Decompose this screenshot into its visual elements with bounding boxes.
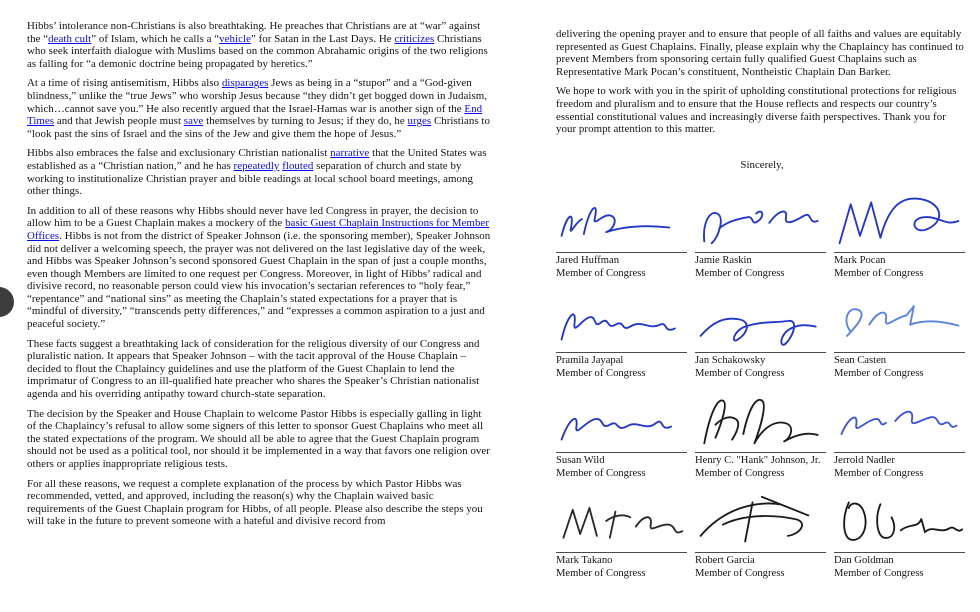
signature-block <box>695 180 826 280</box>
signature-grid <box>556 180 968 580</box>
signatory-name: Mark Pocan <box>834 254 886 266</box>
signatory-title: Member of Congress <box>556 367 646 379</box>
closing-salutation: Sincerely, <box>740 158 784 171</box>
signatory-title: Member of Congress <box>556 567 646 579</box>
text-run: At a time of rising antisemitism, Hibbs also <box>27 77 222 90</box>
signature-image <box>695 488 826 553</box>
text-run: Hibbs’ intolerance non-Christians is also breathtaking. He preaches that Christians are at “war” against the “ <box>27 20 481 45</box>
signatory-name: Jamie Raskin <box>695 254 752 266</box>
hyperlink[interactable]: repeatedly <box>233 159 280 172</box>
paragraph <box>27 77 491 140</box>
signature-image <box>695 288 826 353</box>
text-run: Christians to “look past the sins of Israel and the sins of the Jew and give them the hope of Jesus.” <box>27 115 490 140</box>
signature-block <box>834 480 965 580</box>
text-run: separation of church and state by working to institutionalize Christian prayer and bible readings at local school board meetings, among other things. <box>27 159 474 198</box>
paragraph <box>27 205 491 331</box>
hyperlink[interactable]: basic Guest Chaplain Instructions for Member Offices <box>27 217 489 242</box>
hyperlink[interactable]: urges <box>407 115 432 128</box>
signatory-name: Henry C. "Hank" Johnson, Jr. <box>695 454 821 466</box>
page-2-text <box>556 28 968 136</box>
text-run: These facts suggest a breathtaking lack of consideration for the religious diversity of our Congress and pluralistic nation. It appears that Speaker Johnson – with the tacit approval of the House Chaplain – decided to flout the Chaplaincy guidelines and use the platform of the Guest Chaplain to lend the imprimatur of Congress to an ill-qualified hate preacher who shares the Speaker’s Christian nationalist agenda and his overriding antipathy toward church-state separation. <box>27 337 480 401</box>
signature-block <box>556 480 687 580</box>
text-run: In addition to all of these reasons why Hibbs should never have led Congress in prayer, the decision to allow him to be a Guest Chaplain makes a mockery of the <box>27 204 479 230</box>
signatory-title: Member of Congress <box>834 267 924 279</box>
signatory-title: Member of Congress <box>834 567 924 579</box>
signature-image <box>556 388 687 453</box>
signatory-title: Member of Congress <box>834 367 924 379</box>
signature-image <box>834 288 965 353</box>
text-run: themselves by turning to Jesus; if they do, he <box>203 115 408 128</box>
signature-image <box>834 188 965 253</box>
signatory-name: Jerrold Nadler <box>834 454 895 466</box>
signatory-title: Member of Congress <box>695 367 785 379</box>
text-run: ” for Satan in the Last Days. He <box>250 32 395 45</box>
paragraph <box>27 147 491 197</box>
hyperlink[interactable]: vehicle <box>219 32 251 45</box>
hyperlink[interactable]: flouted <box>282 159 314 172</box>
hyperlink[interactable]: save <box>183 115 204 128</box>
signature-block <box>695 380 826 480</box>
paragraph <box>556 85 968 135</box>
text-run: . Hibbs is not from the district of Speaker Johnson (i.e. the sponsoring member), Speaker Johnson did not deliver a welcoming speech, the prayer was not delivered on the last legislative day of the week, and Hibbs was Speaker Johnson’s second sponsored Guest Chaplain in the span of just a couple months, even though Members are limited to one request per Congress. Moreover, in light of Hibbs’ radical and divisive record, no reasonable person could view his invocation’s sectarian references to “holy fear,” “repentance” and “national sins” as meeting the Chaplain’s stated expectations for a prayer that is “mindful of diversity,” “transcends petty differences,” and “expresses a common aspiration to a just and peaceful society.” <box>27 229 491 331</box>
signature-block <box>695 280 826 380</box>
signatory-title: Member of Congress <box>834 467 924 479</box>
text-run: Hibbs also embraces the false and exclusionary Christian nationalist <box>27 147 331 160</box>
text-run: delivering the opening prayer and to ensure that people of all faiths and values are equitably represented as Guest Chaplains. Finally, please explain why the Chaplaincy has continued to prevent Members from sponsoring certain fully qualified Guest Chaplains such as Representative Mark Pocan’s constituent, Nontheistic Chaplain Dan Barker. <box>556 28 964 78</box>
text-run: ” of Islam, which he calls a “ <box>91 32 220 45</box>
text-run: For all these reasons, we request a complete explanation of the process by which Pastor Hibbs was recommended, vetted, and approved, including the reason(s) why the Chaplain waived basic requirements of the Guest Chaplain program for Hibbs, of all people. Please also describe the steps you will take in the future to prevent someone with a hateful and divisive record from <box>27 477 483 528</box>
paragraph <box>27 20 491 70</box>
signature-image <box>834 488 965 553</box>
signatory-name: Sean Casten <box>834 354 887 366</box>
signatory-title: Member of Congress <box>695 567 785 579</box>
signature-image <box>556 488 687 553</box>
text-run: that the United States was established as a “Christian nation,” and he has <box>27 147 487 172</box>
letter-page-2 <box>556 28 968 580</box>
signatory-name: Dan Goldman <box>834 554 894 566</box>
hyperlink[interactable]: death cult <box>48 32 92 45</box>
signature-image <box>556 188 687 253</box>
paragraph <box>27 408 491 471</box>
signature-block <box>695 480 826 580</box>
signatory-name: Susan Wild <box>556 454 605 466</box>
signature-image <box>556 288 687 353</box>
signature-block <box>556 180 687 280</box>
hyperlink[interactable]: criticizes <box>394 32 435 45</box>
paragraph <box>556 28 968 78</box>
signatory-title: Member of Congress <box>556 467 646 479</box>
text-run: and that Jewish people must <box>54 115 184 128</box>
signatory-name: Jared Huffman <box>556 254 620 266</box>
signature-image <box>695 388 826 453</box>
signatory-title: Member of Congress <box>695 467 785 479</box>
signature-block <box>834 280 965 380</box>
signature-block <box>556 380 687 480</box>
signatory-title: Member of Congress <box>695 267 785 279</box>
signature-image <box>834 388 965 453</box>
signature-block <box>834 380 965 480</box>
signatory-name: Jan Schakowsky <box>695 354 766 366</box>
hyperlink[interactable]: narrative <box>330 147 370 160</box>
text-run: The decision by the Speaker and House Chaplain to welcome Pastor Hibbs is especially galling in light of the Chaplaincy’s refusal to allow some signers of this letter to sponsor Guest Chaplains who meet all the stated expectations of the program. We should all be able to agree that the Guest Chaplain program should not be used as a political tool, nor should it be implemented in a way that favors one religion over others or applies inappropriate religious tests. <box>27 407 490 470</box>
signatory-name: Pramila Jayapal <box>556 354 624 366</box>
paragraph <box>27 478 491 528</box>
hyperlink[interactable]: End Times <box>27 102 483 128</box>
signature-block <box>556 280 687 380</box>
signatory-title: Member of Congress <box>556 267 646 279</box>
signatory-name: Robert Garcia <box>695 554 755 566</box>
letter-page-1 <box>27 20 491 535</box>
text-run: Jews as being in a “stupor” and a “God-given blindness,” unlike the “true Jews” who worship Jesus because “they didn’t get bogged down in Judaism, which…cannot save you.” He also recently argued that the Israel-Hamas war is another sign of the <box>27 77 488 115</box>
signature-image <box>695 188 826 253</box>
text-run: Christians who seek interfaith dialogue with Muslims based on the common Abrahamic origins of the two religions as falling for “a demonic doctrine being propagated by heretics.” <box>27 32 488 70</box>
previous-page-button[interactable] <box>0 287 14 317</box>
signatory-name: Mark Takano <box>556 554 613 566</box>
text-run: We hope to work with you in the spirit of upholding constitutional protections for religious freedom and pluralism and to ensure that the House reflects and respects our country’s essential constitutional values and increasingly diverse faith perspectives. Thank you for your prompt attention to this matter. <box>556 85 957 136</box>
hyperlink[interactable]: disparages <box>221 77 269 90</box>
paragraph <box>27 338 491 401</box>
signature-block <box>834 180 965 280</box>
